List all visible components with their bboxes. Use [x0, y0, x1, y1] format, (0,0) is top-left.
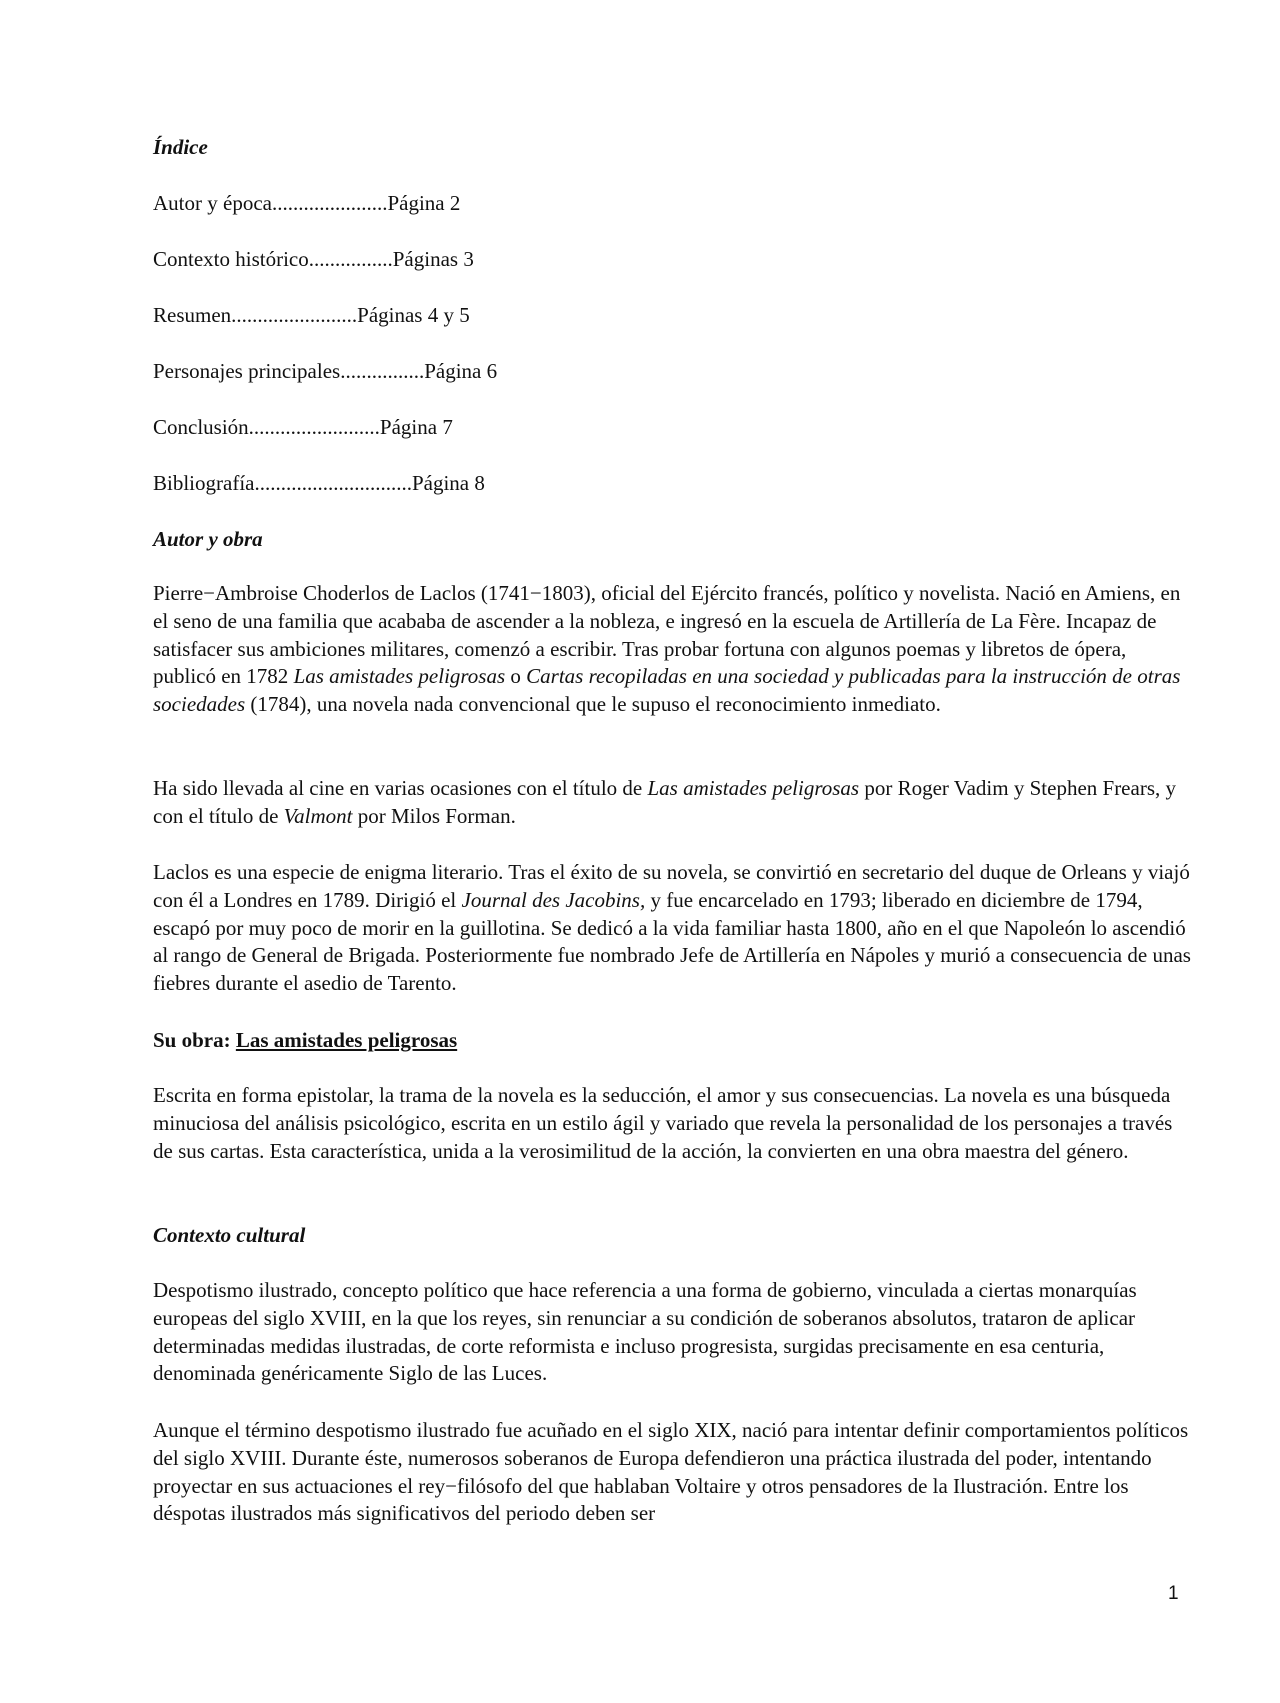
text-run: Laclos es una especie de enigma literario. Tras el éxito de su novela, se convirtió en secretario del duque de Orleans y viajó con él a Londres en 1789. Dirigió el: [153, 860, 1190, 912]
author-heading: Autor y obra: [153, 527, 263, 551]
text-run: Pierre−Ambroise Choderlos de Laclos (1741−1803), oficial del Ejército francés, político y novelista. Nació en Amiens, en el seno de una familia que acababa de ascender a la nobleza, e ingresó en la escuela de Artillería de La Fère. Incapaz de satisfacer sus ambiciones militares, comenzó a escribir. Tras probar fortuna con algunos poemas y libretos de ópera, publicó en 1782: [153, 581, 1181, 689]
film-title: Valmont: [283, 803, 353, 828]
text-run: o: [505, 664, 527, 689]
index-entry-conclusion: Conclusión.........................Página 7: [153, 415, 453, 439]
page-number: 1: [1168, 1583, 1179, 1604]
index-heading: Índice: [153, 135, 208, 159]
index-entry-characters: Personajes principales................Página 6: [153, 359, 498, 383]
work-heading-prefix: Su obra:: [153, 1028, 236, 1052]
index-entry-context: Contexto histórico................Páginas 3: [153, 247, 474, 271]
work-heading-title: Las amistades peligrosas: [235, 1028, 458, 1052]
book-title: Las amistades peligrosas: [293, 664, 506, 689]
text-run: Ha sido llevada al cine en varias ocasiones con el título de: [153, 776, 648, 800]
work-heading: [153, 1026, 457, 1054]
journal-title: Journal des Jacobins,: [461, 887, 646, 912]
context-paragraph-2: Aunque el término despotismo ilustrado fue acuñado en el siglo XIX, nació para intentar definir comportamientos políticos del siglo XVIII. Durante éste, numerosos soberanos de Europa defendieron una práctica ilustrada del poder, intentando proyectar en sus actuaciones el rey−filósofo del que hablaban Voltaire y otros pensadores de la Ilustración. Entre los déspotas ilustrados más significativos del periodo deben ser: [153, 1418, 1189, 1526]
author-paragraph-1: [153, 580, 1193, 719]
index-entry-author: Autor y época......................Página 2: [153, 191, 461, 215]
context-heading: Contexto cultural: [153, 1223, 306, 1247]
context-paragraph-1: Despotismo ilustrado, concepto político que hace referencia a una forma de gobierno, vinculada a ciertas monarquías europeas del siglo XVIII, en la que los reyes, sin renunciar a su condición de soberanos absolutos, trataron de aplicar determinadas medidas ilustradas, de corte reformista e incluso progresista, surgidas precisamente en esa centuria, denominada genéricamente Siglo de las Luces.: [153, 1278, 1137, 1386]
index-entry-summary: Resumen........................Páginas 4 y 5: [153, 303, 470, 327]
work-paragraph-1: Escrita en forma epistolar, la trama de la novela es la seducción, el amor y sus consecuencias. La novela es una búsqueda minuciosa del análisis psicológico, escrita en un estilo ágil y variado que revela la personalidad de los personajes a través de sus cartas. Esta característica, unida a la verosimilitud de la acción, la convierten en una obra maestra del género.: [153, 1083, 1173, 1163]
text-run: y fue encarcelado en 1793; liberado en diciembre de 1794, escapó por muy poco de morir en la guillotina. Se dedicó a la vida familiar hasta 1800, año en el que Napoleón lo ascendió al rango de General de Brigada. Posteriormente fue nombrado Jefe de Artillería en Nápoles y murió a consecuencia de unas fiebres durante el asedio de Tarento.: [153, 887, 1191, 996]
book-title: Cartas recopiladas en una sociedad y publicadas para la instrucción de otras sociedades: [153, 664, 1181, 717]
author-paragraph-3: [153, 859, 1193, 998]
text-run: por Milos Forman.: [352, 803, 516, 828]
index-entry-bibliography: Bibliografía..............................Página 8: [153, 471, 485, 495]
author-paragraph-2: [153, 775, 1193, 831]
text-run: por Roger Vadim y Stephen Frears, y con el título de: [153, 776, 1176, 828]
text-run: (1784), una novela nada convencional que le supuso el reconocimiento inmediato.: [245, 692, 941, 717]
film-title: Las amistades peligrosas: [647, 776, 860, 800]
